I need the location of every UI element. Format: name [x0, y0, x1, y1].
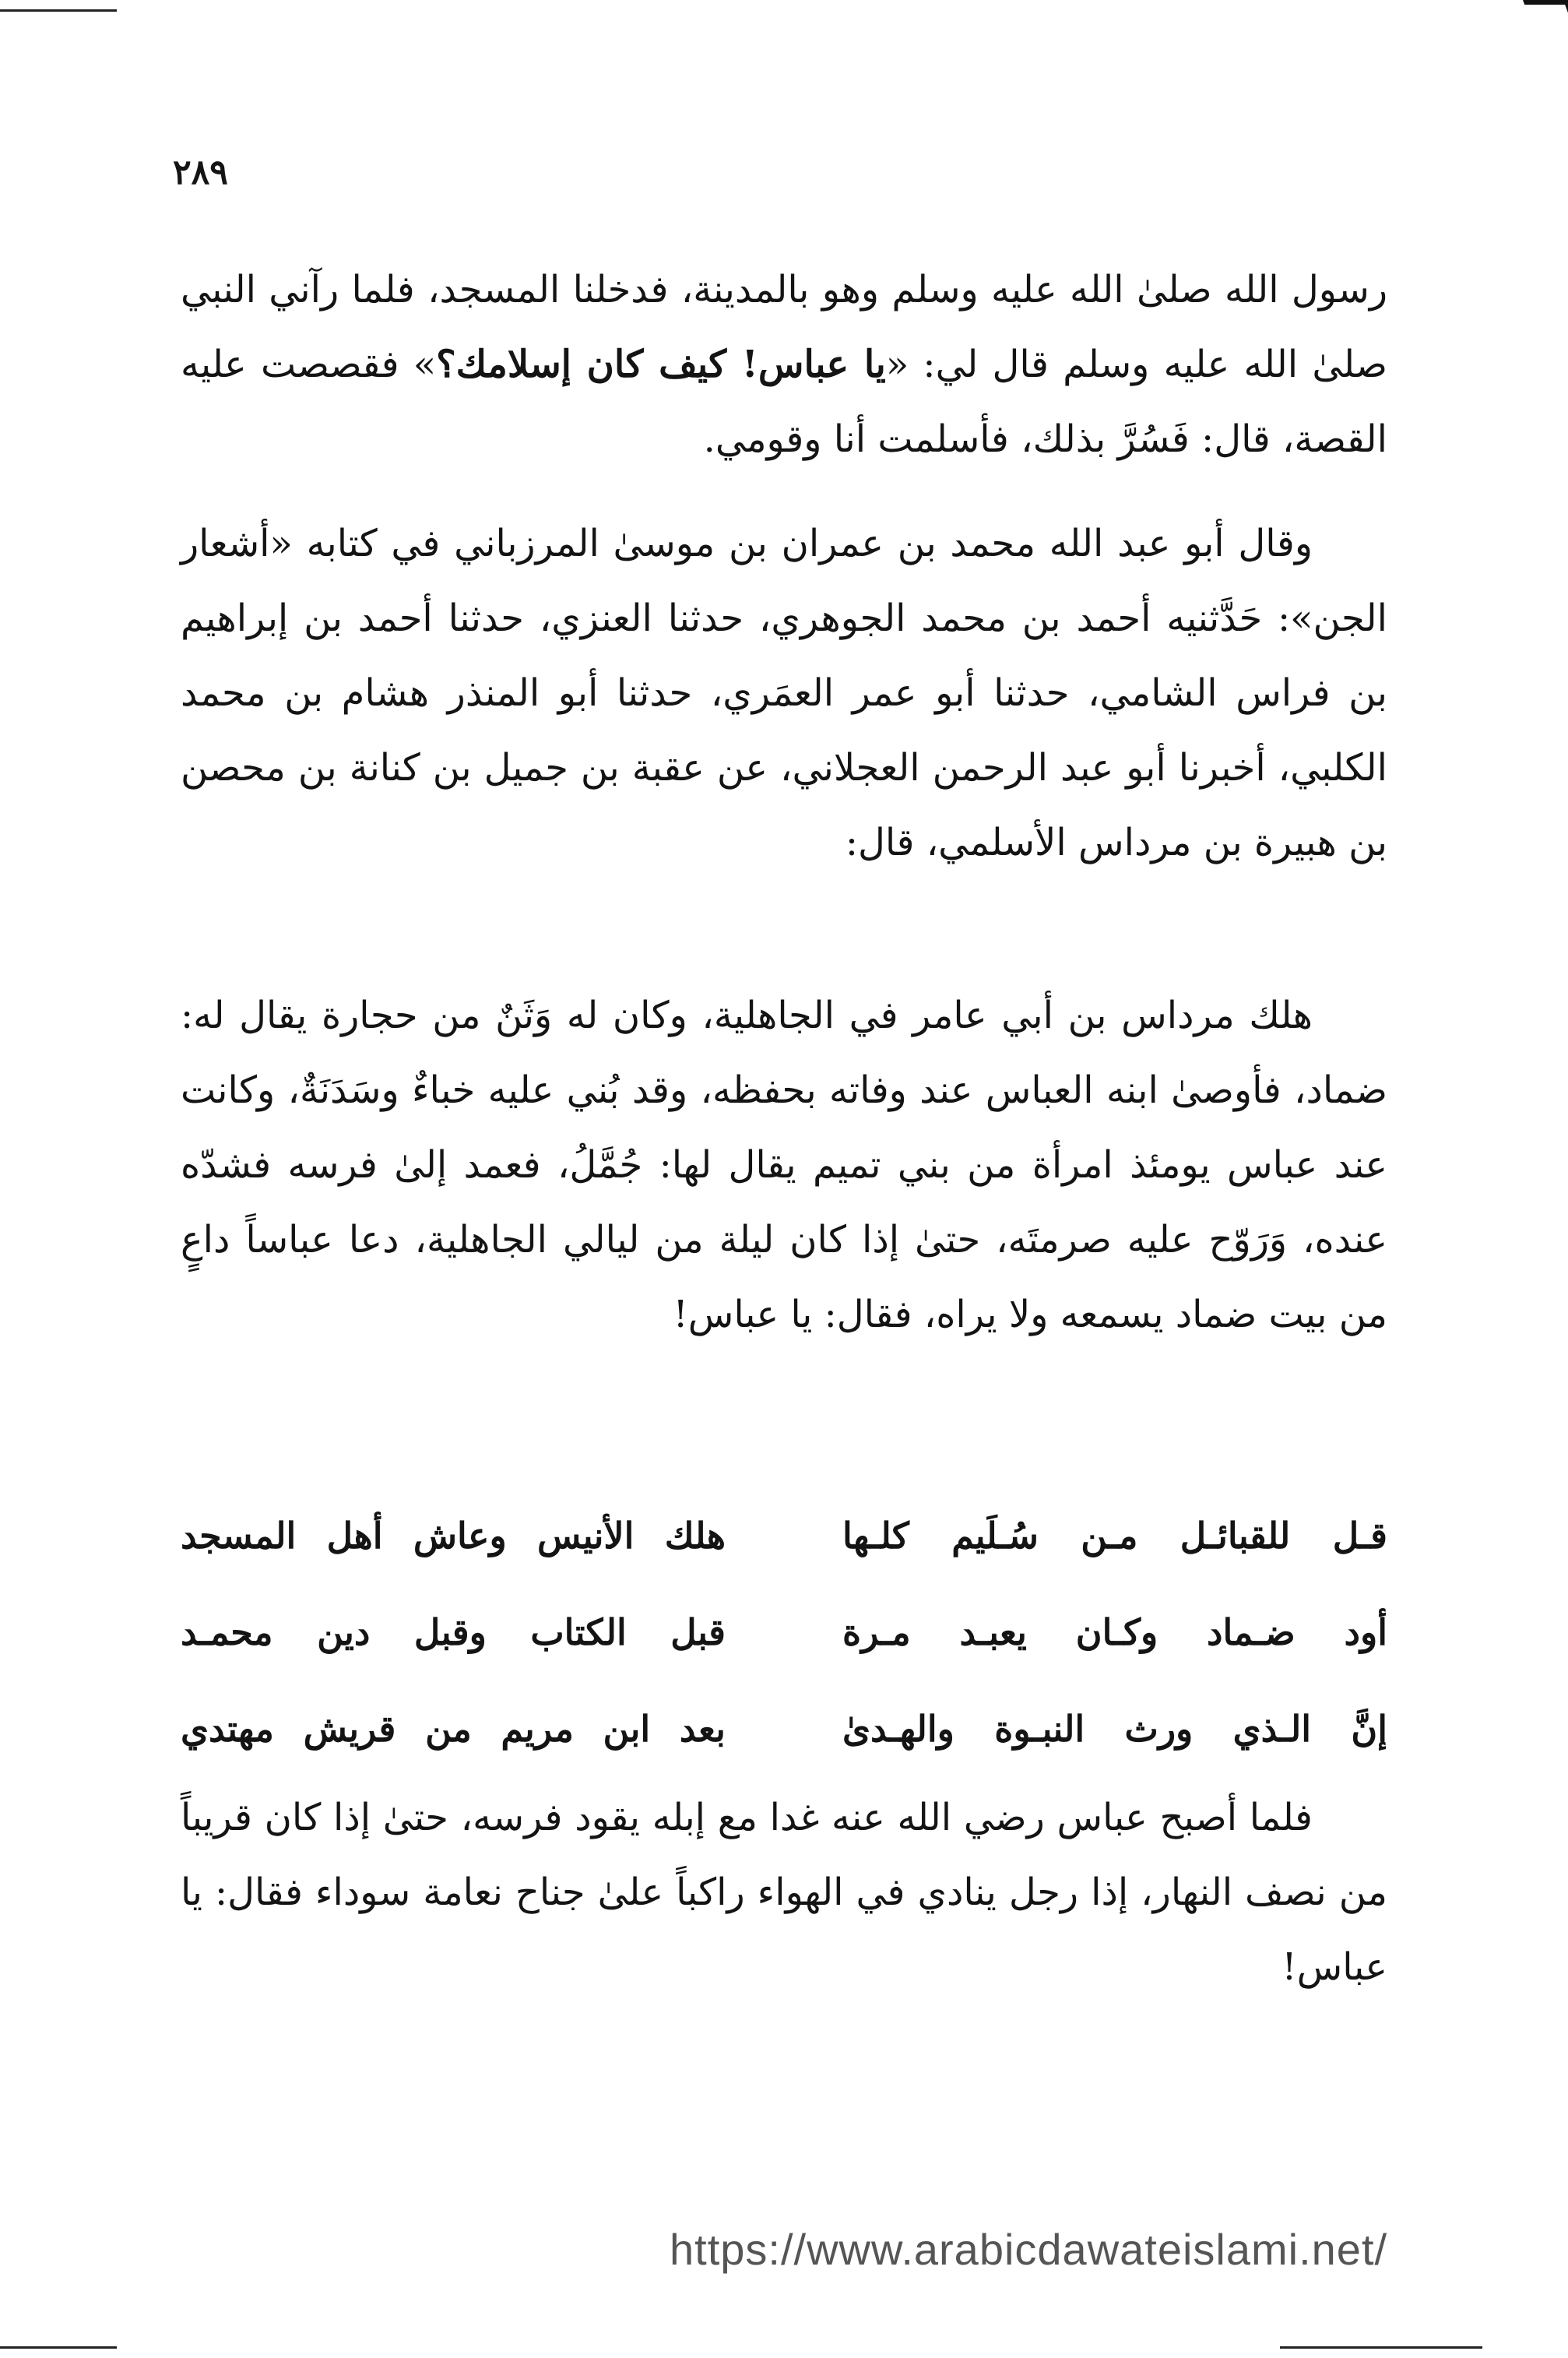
story-paragraph: هلك مرداس بن أبي عامر في الجاهلية، وكان له وَثَنٌ من حجارة يقال له: ضماد، فأوصىٰ ابنه العباس عند وفاته بحفظه، وقد بُني عليه خباءٌ وسَدَنَةٌ، وكانت عند عباس يومئذ امرأة من بني تميم يقال لها: جُمَّلُ، فعمد إلىٰ فرسه فشدّه عنده، وَرَوّح عليه صرمتَه، حتىٰ إذا كان ليلة من ليالي الجاهلية، دعا عباساً داعٍ من بيت ضماد يسمعه ولا يراه، فقال: يا عباس! — [181, 994, 1388, 1336]
paragraph-2 — [181, 506, 1387, 880]
paragraph-1-text-after-quote: » فقصصت عليه القصة، قال: فَسُرَّ بذلك، فأسلمت أنا وقومي. — [181, 343, 1387, 461]
poem-second-hemistich: بعد ابن مريم من قريش مهتدي — [181, 1708, 726, 1750]
poem-second-hemistich: قبل الكتاب وقبل دين محمـد — [181, 1611, 726, 1653]
abbas-question-quote: يا عباس! كيف كان إسلامك؟ — [436, 343, 886, 386]
page-number: ٢٨٩ — [173, 153, 228, 192]
top-edge-rule — [0, 9, 117, 12]
poem-verse — [181, 1681, 1387, 1777]
paragraph-3 — [181, 978, 1387, 1352]
bottom-left-edge-rule — [0, 2346, 117, 2349]
poem-first-hemistich: قـل للقبائـل مـن سُـلَيم كلـها — [842, 1515, 1387, 1557]
poem-first-hemistich: إنَّ الـذي ورث النبـوة والهـدىٰ — [842, 1708, 1387, 1750]
poem-first-hemistich: أود ضـماد وكـان يعبـد مـرة — [842, 1611, 1387, 1653]
website-watermark: https://www.arabicdawateislami.net/ — [670, 2225, 1388, 2274]
isnad-paragraph: وقال أبو عبد الله محمد بن عمران بن موسىٰ المرزباني في كتابه «أشعار الجن»: حَدَّثنيه أحمد بن محمد الجوهري، حدثنا العنزي، حدثنا أحمد بن إبراهيم بن فراس الشامي، حدثنا أبو عمر العمَري، حدثنا أبو المنذر هشام بن محمد الكلبي، أخبرنا أبو عبد الرحمن العجلاني، عن عقبة بن جميل بن كنانة بن محصن بن هبيرة بن مرداس الأسلمي، قال: — [181, 522, 1387, 864]
paragraph-1-text-before-quote: رسول الله صلىٰ الله عليه وسلم وهو بالمدينة، فدخلنا المسجد، فلما رآني النبي صلىٰ الله عليه وسلم قال لي: « — [181, 268, 1387, 386]
poem-verse — [181, 1584, 1387, 1681]
paragraph-4 — [181, 1780, 1387, 2004]
page-corner-mark — [1523, 0, 1568, 23]
poem-verse — [181, 1487, 1387, 1584]
poem-second-hemistich: هلك الأنيس وعاش أهل المسجد — [181, 1515, 726, 1557]
poem — [181, 1487, 1387, 1777]
paragraph-1 — [181, 252, 1387, 477]
bottom-right-edge-rule — [1280, 2346, 1482, 2349]
closing-paragraph: فلما أصبح عباس رضي الله عنه غدا مع إبله يقود فرسه، حتىٰ إذا كان قريباً من نصف النهار، إذا رجل ينادي في الهواء راكباً علىٰ جناح نعامة سوداء فقال: يا عباس! — [181, 1796, 1387, 1989]
